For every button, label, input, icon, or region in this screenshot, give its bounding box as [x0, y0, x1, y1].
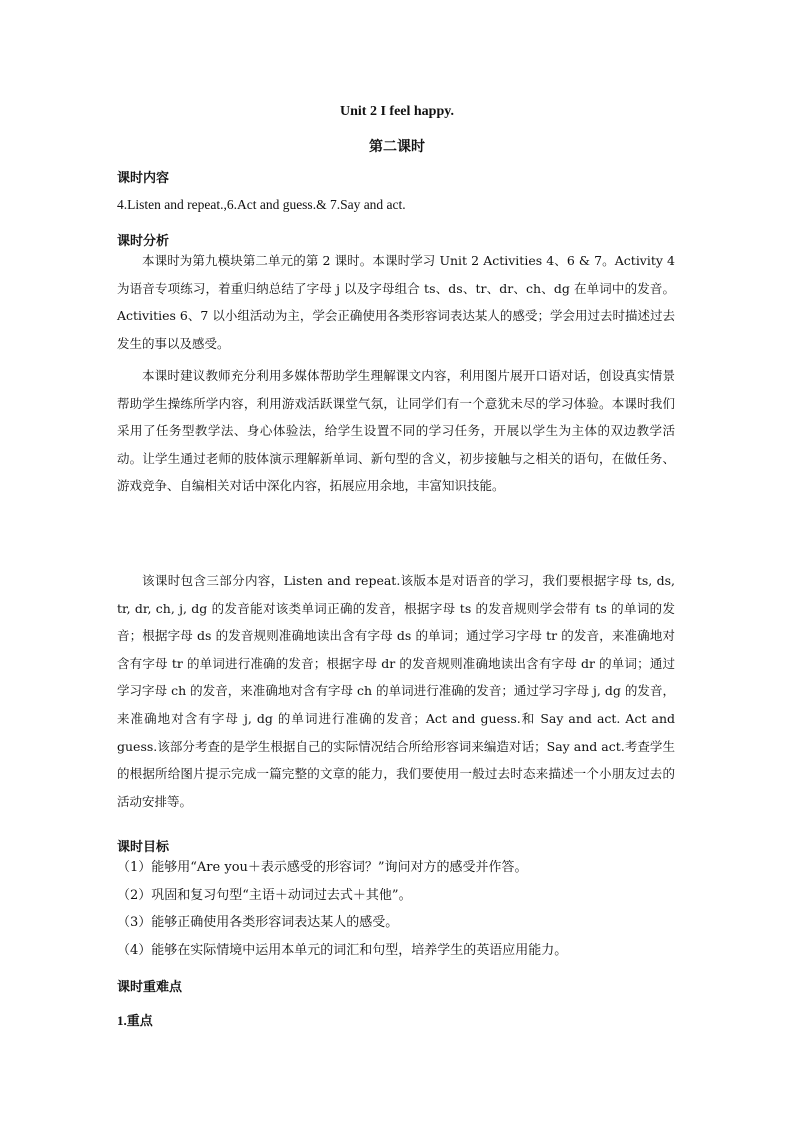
analysis-paragraph-3: 该课时包含三部分内容，Listen and repeat.该版本是对语音的学习，我们要根据字母 ts, ds, tr, dr, ch, j, dg 的发音能对该类单词正确的发音，根据字母 ts 的发音规则学会带有 ts 的单词的发音；根据字母 ds 的发音规则准确地读出含有字母 ds 的单词；通过学习字母 tr 的发音，来准确地对含有字母 tr 的单词进行准确的发音；根据字母 dr 的发音规则准确地读出含有字母 dr 的单词；通过学习字母 ch 的发音，来准确地对含有字母 ch 的单词进行准确的发音；通过学习字母 j, dg 的发音，来准确地对含有字母 j, dg 的单词进行准确的发音；Act and guess.和 Say and act. Act and guess.该部分考查的是学生根据自己的实际情况结合所给形容词来编造对话；Say and act.考查学生的根据所给图片提示完成一篇完整的文章的能力，我们要使用一般过去时态来描述一个小朋友过去的活动安排等。	[117, 573, 675, 809]
lesson-subtitle: 第二课时	[369, 140, 425, 155]
objective-item-4: （4）能够在实际情境中运用本单元的词汇和句型，培养学生的英语应用能力。	[117, 943, 568, 958]
objective-item-1: （1）能够用“Are you＋表示感受的形容词？”询问对方的感受并作答。	[117, 860, 528, 875]
analysis-heading: 课时分析	[117, 234, 170, 249]
content-heading: 课时内容	[117, 171, 170, 186]
objectives-heading: 课时目标	[117, 840, 170, 855]
analysis-paragraph-2: 本课时建议教师充分利用多媒体帮助学生理解课文内容，利用图片展开口语对话，创设真实情景帮助学生操练所学内容，利用游戏活跃课堂气氛，让同学们有一个意犹未尽的学习体验。本课时我们采用了任务型教学法、身心体验法，给学生设置不同的学习任务，开展以学生为主体的双边教学活动。让学生通过老师的肢体演示理解新单词、新句型的含义，初步接触与之相关的语句，在做任务、游戏竞争、自编相关对话中深化内容，拓展应用余地，丰富知识技能。	[117, 368, 675, 494]
content-text: 4.Listen and repeat.,6.Act and guess.& 7.Say and act.	[117, 197, 406, 212]
analysis-paragraph-1: 本课时为第九模块第二单元的第 2 课时。本课时学习 Unit 2 Activities 4、6 & 7。Activity 4 为语音专项练习，着重归纳总结了字母 j 以及字母组合 ts、ds、tr、dr、ch、dg 在单词中的发音。Activities 6、7 以小组活动为主，学会正确使用各类形容词表达某人的感受；学会用过去时描述过去发生的事以及感受。	[117, 253, 675, 351]
key-points-heading: 课时重难点	[117, 980, 183, 995]
objective-item-3: （3）能够正确使用各类形容词表达某人的感受。	[117, 915, 399, 930]
objective-item-2: （2）巩固和复习句型“主语＋动词过去式＋其他”。	[117, 888, 412, 903]
key-point-1-heading: 1.重点	[117, 1013, 153, 1028]
document-title: Unit 2 I feel happy.	[340, 104, 454, 119]
